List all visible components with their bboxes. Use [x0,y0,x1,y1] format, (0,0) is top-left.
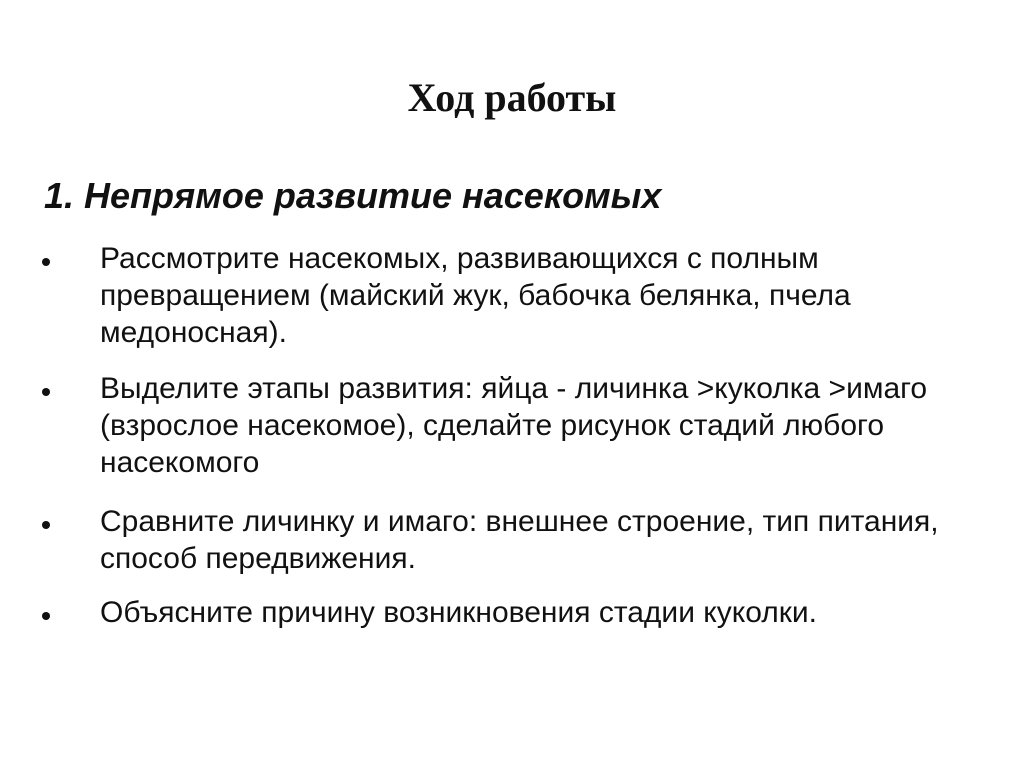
bullet-text: Объясните причину возникновения стадии куколки. [100,596,817,629]
bullet-icon [42,612,50,620]
bullet-icon [42,521,50,529]
bullet-icon [42,258,50,266]
section-heading: 1. Непрямое развитие насекомых [44,175,662,216]
bullet-text: Рассмотрите насекомых, развивающихся с полным превращением (майский жук, бабочка белянка, пчела медоносная). [100,242,851,349]
bullet-text: Выделите этапы развития: яйца - личинка >куколка >имаго (взрослое насекомое), сделайте рисунок стадий любого насекомого [100,372,928,479]
bullet-text: Сравните личинку и имаго: внешнее строение, тип питания, способ передвижения. [100,505,939,575]
bullet-icon [42,388,50,396]
slide-title: Ход работы [407,75,617,120]
